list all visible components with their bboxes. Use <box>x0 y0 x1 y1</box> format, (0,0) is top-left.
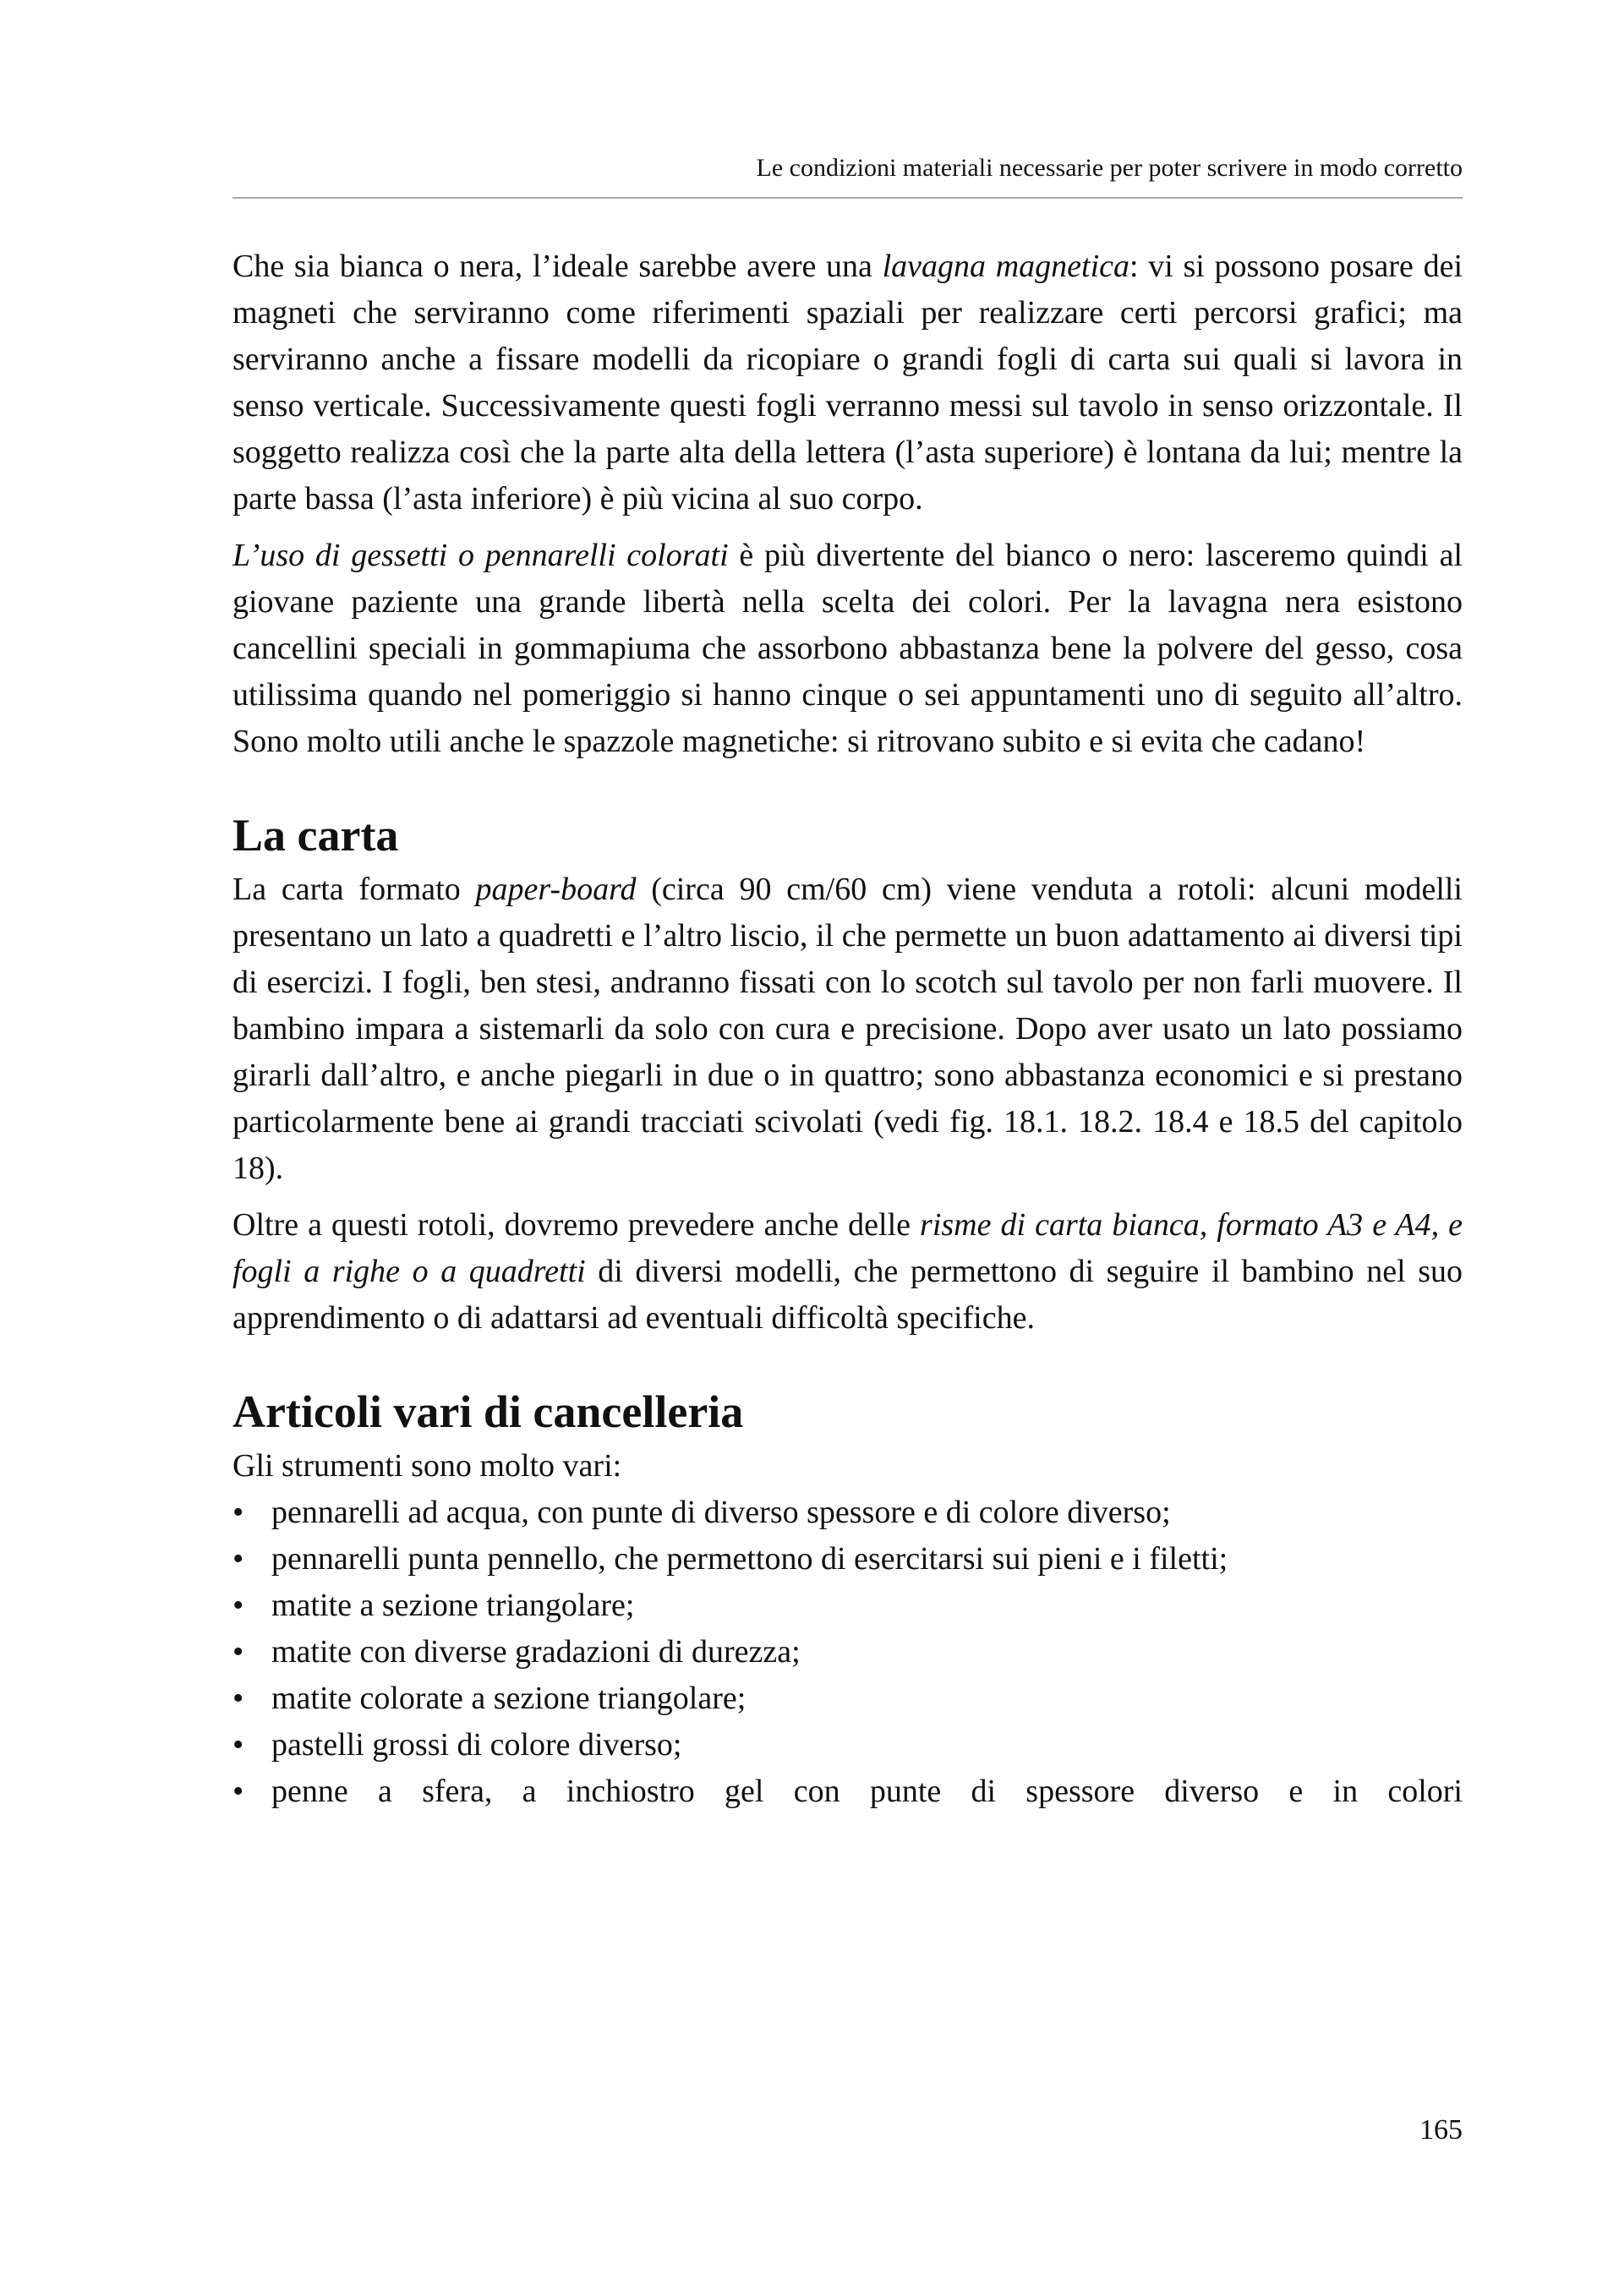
list-item-text: penne a sfera, a inchiostro gel con punte di spessore diverso e in colori <box>271 1774 1463 1809</box>
list-item <box>232 1536 1463 1583</box>
text-run: (circa 90 cm/60 cm) viene venduta a rotoli: alcuni modelli presentano un lato a quadretti e l’altro liscio, il che permette un buon adattamento ai diversi tipi di esercizi. I fogli, ben stesi, andranno fissati con lo scotch sul tavolo per non farli muovere. Il bambino impara a sistemarli da solo con cura e precisione. Dopo aver usato un lato possiamo girarli dall’altro, e anche piegarli in due o in quattro; sono abbastanza economici e si prestano particolarmente bene ai grandi tracciati scivolati (vedi fig. 18.1. 18.2. 18.4 e 18.5 del capitolo 18). <box>232 872 1463 1186</box>
heading-cancelleria: Articoli vari di cancelleria <box>232 1386 744 1437</box>
bullet-icon: • <box>232 1681 244 1716</box>
list-item-text: pastelli grossi di colore diverso; <box>271 1727 682 1763</box>
text-run: La carta formato <box>232 872 476 907</box>
page-number: 165 <box>1419 2114 1463 2146</box>
text-run: di diversi modelli, che permettono di seguire il bambino nel suo apprendimento o di adattarsi ad eventuali difficoltà specifiche. <box>232 1254 1463 1336</box>
emphasis-gessetti: L’uso di gessetti o pennarelli colorati <box>232 538 729 573</box>
emphasis-paper-board: paper-board <box>475 872 637 907</box>
list-item <box>232 1490 1463 1536</box>
paragraph-lavagna-magnetica <box>232 243 1463 522</box>
bullet-icon: • <box>232 1588 244 1623</box>
list-item <box>232 1768 1463 1815</box>
text-run: Oltre a questi rotoli, dovremo prevedere anche delle <box>232 1207 921 1243</box>
text-run: Che sia bianca o nera, l’ideale sarebbe avere una <box>232 249 883 284</box>
list-item <box>232 1583 1463 1629</box>
text-run: è più divertente del bianco o nero: lasceremo quindi al giovane paziente una grande libertà nella scelta dei colori. Per la lavagna nera esistono cancellini speciali in gommapiuma che assorbono abbastanza bene la polvere del gesso, cosa utilissima quando nel pomeriggio si hanno cinque o sei appuntamenti uno di seguito all’altro. Sono molto utili anche le spazzole magnetiche: si ritrovano subito e si evita che cadano! <box>232 538 1463 759</box>
heading-la-carta: La carta <box>232 810 399 861</box>
list-item-text: matite con diverse gradazioni di durezza; <box>271 1634 801 1670</box>
bullet-icon: • <box>232 1541 244 1577</box>
emphasis-risme: risme di carta bianca, formato A3 e A4, e fogli a righe o a quadretti <box>232 1207 1463 1289</box>
list-item-text: matite colorate a sezione triangolare; <box>271 1681 747 1716</box>
list-item-text: matite a sezione triangolare; <box>271 1588 635 1623</box>
bullet-icon: • <box>232 1727 244 1763</box>
emphasis-lavagna-magnetica: lavagna magnetica <box>882 249 1129 284</box>
bullet-icon: • <box>232 1774 244 1809</box>
list-item <box>232 1676 1463 1722</box>
running-header: Le condizioni materiali necessarie per poter scrivere in modo corretto <box>756 154 1463 182</box>
list-item-text: pennarelli punta pennello, che permettono di esercitarsi sui pieni e i filetti; <box>271 1541 1228 1577</box>
stationery-list <box>232 1490 1463 1815</box>
paragraph-paper-board <box>232 866 1463 1192</box>
paragraph-gessetti <box>232 533 1463 765</box>
header-rule <box>232 197 1463 199</box>
list-item <box>232 1629 1463 1676</box>
list-item-text: pennarelli ad acqua, con punte di diverso spessore e di colore diverso; <box>271 1495 1171 1530</box>
paragraph-strumenti-intro: Gli strumenti sono molto vari: <box>232 1448 622 1484</box>
bullet-icon: • <box>232 1634 244 1670</box>
bullet-icon: • <box>232 1495 244 1530</box>
page-body <box>232 243 1463 1815</box>
paragraph-risme <box>232 1202 1463 1342</box>
list-item <box>232 1722 1463 1768</box>
text-run: : vi si possono posare dei magneti che serviranno come riferimenti spaziali per realizzare certi percorsi grafici; ma serviranno anche a fissare modelli da ricopiare o grandi fogli di carta sui quali si lavora in senso verticale. Successivamente questi fogli verranno messi sul tavolo in senso orizzontale. Il soggetto realizza così che la parte alta della lettera (l’asta superiore) è lontana da lui; mentre la parte bassa (l’asta inferiore) è più vicina al suo corpo. <box>232 249 1463 517</box>
